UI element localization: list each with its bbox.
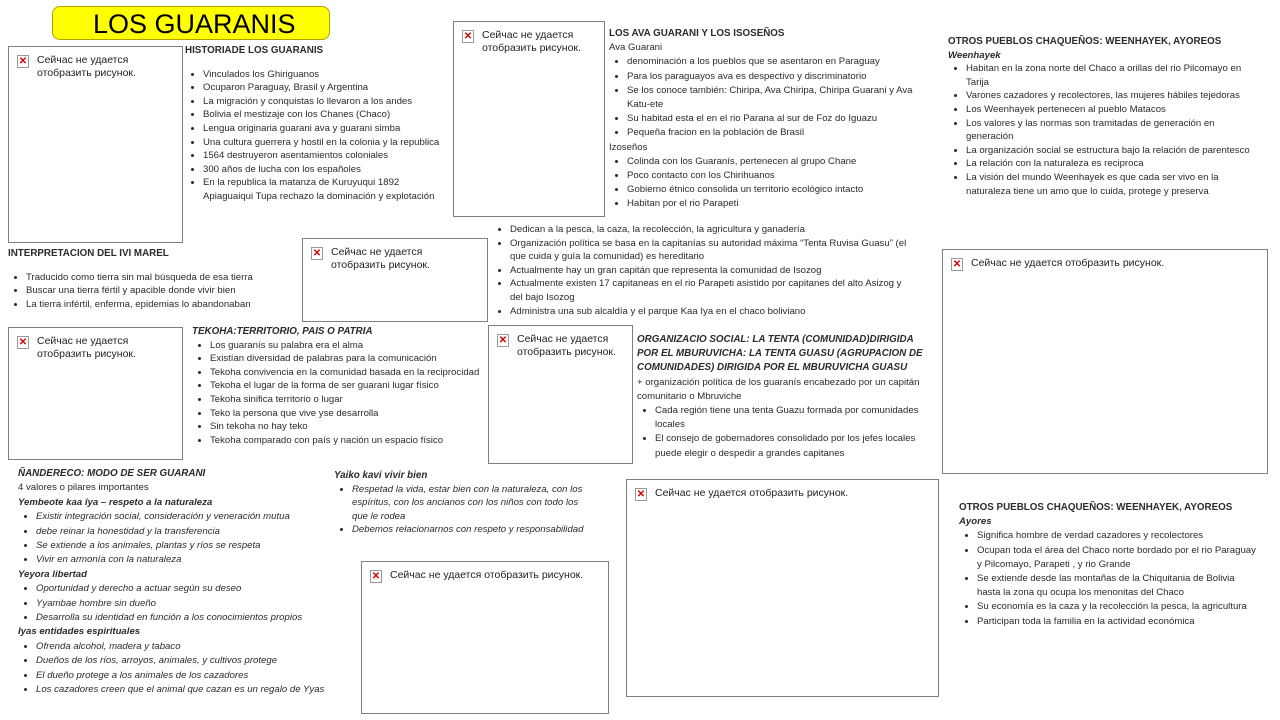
- weenhayek-heading: OTROS PUEBLOS CHAQUEÑOS: WEENHAYEK, AYOREOS: [948, 36, 1222, 47]
- tekoha-heading: TEKOHA:TERRITORIO, PAIS O PATRIA: [192, 326, 373, 337]
- image-placeholder-interpretacion: [302, 238, 488, 322]
- historia-list: [185, 68, 443, 204]
- dedican-section: [492, 223, 912, 318]
- list-item: • El consejo de gobernadores consolidado por los jefes locales puede elegir o despedir a grandes capitanes: [655, 432, 935, 460]
- list-item: • La organización social se estructura bajo la relación de parentesco: [966, 144, 1258, 158]
- broken-image-icon: ✕: [463, 31, 473, 42]
- list-item: • Se los conoce también: Chiripa, Ava Chiripa, Chiripa Guarani y Ava Katu-ete: [627, 84, 914, 112]
- weenhayek-section: [948, 35, 1258, 198]
- list-item: • Poco contacto con los Chirihuanos: [627, 169, 914, 183]
- image-placeholder-historia: [8, 46, 183, 243]
- list-item: • Desarrolla su identidad en función a los conocimientos propios: [36, 611, 363, 625]
- list-item: • En la republica la matanza de Kuruyuqui 1892 Apiaguaiqui Tupa rechazo la dominación y explotación: [203, 176, 443, 203]
- placeholder-message: Сейчас не удается: [37, 54, 129, 66]
- ayoreos-subheading: Ayores: [959, 516, 992, 528]
- broken-image-icon: ✕: [18, 337, 28, 348]
- nandereco-list-iyas: [18, 640, 363, 698]
- organizacion-list: [637, 404, 935, 461]
- broken-image-icon: ✕: [636, 489, 646, 500]
- image-placeholder-yaiko: [361, 561, 609, 714]
- ayoreos-heading: OTROS PUEBLOS CHAQUEÑOS: WEENHAYEK, AYOREOS: [959, 502, 1233, 513]
- list-item: • Tekoha sinifica territorio o lugar: [210, 393, 484, 407]
- list-item: • La migración y conquistas lo llevaron a los andes: [203, 95, 443, 109]
- list-item: • Respetad la vida, estar bien con la naturaleza, con los espíritus, con los ancianos con los niños con todo los que le rodea: [352, 483, 594, 524]
- weenhayek-subheading: Weenhayek: [948, 49, 1001, 61]
- placeholder-message: Сейчас не удается отобразить рисунок.: [971, 257, 1165, 269]
- tekoha-section: [192, 325, 484, 447]
- list-item: • Los guaranís su palabra era el alma: [210, 339, 484, 353]
- nandereco-subheading-iyas: Iyas entidades espirituales: [18, 626, 141, 638]
- list-item: • Los Weenhayek pertenecen al pueblo Matacos: [966, 103, 1258, 117]
- list-item: • Buscar una tierra fértil y apacible donde vivir bien: [26, 284, 300, 298]
- nandereco-subheading-respeto: Yembeote kaa îya – respeto a la naturaleza: [18, 496, 213, 508]
- list-item: • Ocuparon Paraguay, Brasil y Argentina: [203, 81, 443, 95]
- list-item: • Existían diversidad de palabras para la comunicación: [210, 352, 484, 366]
- broken-image-icon: ✕: [312, 248, 322, 259]
- placeholder-message: отобразить рисунок.: [482, 42, 581, 54]
- list-item: • Habitan en la zona norte del Chaco a orillas del rio Pilcomayo en Tarija: [966, 62, 1258, 89]
- list-item: • La visión del mundo Weenhayek es que cada ser vivo en la naturaleza tiene un amo que lo cuida, protege y preserva: [966, 171, 1258, 198]
- historia-heading: HISTORIADE LOS GUARANIS: [185, 45, 324, 56]
- list-item: • Para los paraguayos ava es despectivo y discriminatorio: [627, 70, 914, 84]
- page-title: LOS GUARANIS: [52, 6, 330, 40]
- list-item: • Los cazadores creen que el animal que cazan es un regalo de Yyas: [36, 683, 363, 697]
- weenhayek-list: [948, 62, 1258, 198]
- list-item: • Administra una sub alcaldía y el parque Kaa Iya en el chaco boliviano: [510, 305, 912, 319]
- nandereco-subheading-libertad: Yeyora libertad: [18, 568, 87, 580]
- list-item: • Tekoha convivencia en la comunidad basada en la reciprocidad: [210, 366, 484, 380]
- dedican-list: [492, 223, 912, 318]
- broken-image-icon: ✕: [18, 56, 28, 67]
- placeholder-message: отобразить рисунок.: [331, 259, 430, 271]
- yaiko-section: [334, 469, 594, 537]
- yaiko-list: [334, 483, 594, 537]
- image-placeholder-center: [626, 479, 939, 697]
- list-item: • Existir integración social, consideración y veneración mutua: [36, 510, 363, 524]
- image-placeholder-organizacion: [488, 325, 633, 464]
- list-item: • Se extiende a los animales, plantas y ríos se respeta: [36, 539, 363, 553]
- list-item: • Los valores y las normas son tramitadas de generación en generación: [966, 117, 1258, 144]
- list-item: • Actualmente hay un gran capitán que representa la comunidad de Isozog: [510, 264, 912, 278]
- ayoreos-section: [959, 501, 1259, 629]
- list-item: • Organización política se basa en la capitanías su autoridad máxima “Tenta Ruvisa Guasu” (el que cuida y guía la comunidad) es hereditario: [510, 237, 912, 264]
- list-item: • Vinculados los Ghiriguanos: [203, 68, 443, 82]
- placeholder-message: Сейчас не удается: [331, 246, 423, 258]
- izosenos-subheading: Izoseños: [609, 141, 648, 153]
- placeholder-message: Сейчас не удается: [37, 335, 129, 347]
- list-item: • Ofrenda alcohol, madera y tabaco: [36, 640, 363, 654]
- organizacion-intro: + organización política de los guaranís encabezado por un capitán comunitario o Mbruviche: [637, 376, 920, 402]
- list-item: • La tierra infértil, enferma, epidemias lo abandonaban: [26, 298, 300, 312]
- list-item: • Dueños de los ríos, arroyos, animales, y cultivos protege: [36, 654, 363, 668]
- ayoreos-list: [959, 529, 1259, 628]
- list-item: • Habitan por el rio Parapeti: [627, 197, 914, 211]
- tekoha-list: [192, 339, 484, 448]
- list-item: • debe reinar la honestidad y la transferencia: [36, 525, 363, 539]
- ava-subheading: Ava Guarani: [609, 42, 663, 54]
- ava-section: [609, 27, 914, 212]
- list-item: • Tekoha comparado con país y nación un espacio físico: [210, 434, 484, 448]
- image-placeholder-weenhayek: [942, 249, 1268, 474]
- placeholder-message: Сейчас не удается: [482, 29, 574, 41]
- ava-heading: LOS AVA GUARANI Y LOS ISOSEÑOS: [609, 28, 785, 39]
- interpretacion-list: [8, 271, 300, 312]
- image-placeholder-ava: [453, 21, 605, 217]
- list-item: • Actualmente existen 17 capitaneas en el rio Parapeti asistido por capitanes del alto Asizog y del bajo Isozog: [510, 277, 912, 304]
- ava-list: [609, 55, 914, 140]
- list-item: • Gobierno étnico consolida un territorio ecológico intacto: [627, 183, 914, 197]
- list-item: • El dueño protege a los animales de los cazadores: [36, 669, 363, 683]
- list-item: • Teko la persona que vive yse desarrolla: [210, 407, 484, 421]
- list-item: • Se extiende desde las montañas de la Chiquitania de Bolivia hasta la zona qu ocupa los menonitas del Chaco: [977, 572, 1259, 600]
- placeholder-message: отобразить рисунок.: [37, 348, 136, 360]
- list-item: • Debemos relacionarnos con respeto y responsabilidad: [352, 523, 594, 537]
- nandereco-list-respeto: [18, 510, 363, 568]
- list-item: • Dedican a la pesca, la caza, la recolección, la agricultura y ganadería: [510, 223, 912, 237]
- nandereco-intro: 4 valores o pilares importantes: [18, 482, 149, 494]
- interpretacion-section: [8, 247, 300, 311]
- placeholder-message: Сейчас не удается: [517, 333, 609, 345]
- placeholder-message: отобразить рисунок.: [517, 346, 616, 358]
- organizacion-heading: ORGANIZACIO SOCIAL: LA TENTA (COMUNIDAD)DIRIGIDA POR EL MBURUVICHA: LA TENTA GUASU (AGRUPACION DE COMUNIDADES) DIRIGIDA POR EL MBURUVICHA GUASU: [637, 334, 923, 374]
- nandereco-heading: ÑANDERECO: MODO DE SER GUARANI: [18, 468, 206, 479]
- historia-section: [185, 44, 443, 204]
- list-item: • denominación a los pueblos que se asentaron en Paraguay: [627, 55, 914, 69]
- nandereco-list-libertad: [18, 582, 363, 625]
- list-item: • Traducido como tierra sin mal búsqueda de esa tierra: [26, 271, 300, 285]
- list-item: • Cada región tiene una tenta Guazu formada por comunidades locales: [655, 404, 935, 432]
- list-item: • Su habitad esta el en el rio Parana al sur de Foz do Iguazu: [627, 112, 914, 126]
- list-item: • Bolivia el mestizaje con los Chanes (Chaco): [203, 108, 443, 122]
- list-item: • Oportunidad y derecho a actuar según su deseo: [36, 582, 363, 596]
- list-item: • Yyambae hombre sin dueño: [36, 597, 363, 611]
- image-placeholder-tekoha: [8, 327, 183, 460]
- list-item: • Colinda con los Guaranís, pertenecen al grupo Chane: [627, 155, 914, 169]
- list-item: • Una cultura guerrera y hostil en la colonia y la republica: [203, 136, 443, 150]
- broken-image-icon: ✕: [498, 335, 508, 346]
- list-item: • Ocupan toda el área del Chaco norte bordado por el rio Paraguay y Pilcomayo, Parapeti , y rio Grande: [977, 544, 1259, 572]
- list-item: • Vivir en armonía con la naturaleza: [36, 553, 363, 567]
- list-item: • 300 años de lucha con los españoles: [203, 163, 443, 177]
- list-item: • Participan toda la familia en la actividad económica: [977, 615, 1259, 629]
- list-item: • Pequeña fracion en la población de Brasil: [627, 126, 914, 140]
- nandereco-section: [18, 467, 363, 698]
- placeholder-message: Сейчас не удается отобразить рисунок.: [390, 569, 584, 581]
- list-item: • 1564 destruyeron asentamientos coloniales: [203, 149, 443, 163]
- organizacion-section: [637, 333, 935, 461]
- broken-image-icon: ✕: [952, 259, 962, 270]
- list-item: • Sin tekoha no hay teko: [210, 420, 484, 434]
- list-item: • La relación con la naturaleza es reciproca: [966, 157, 1258, 171]
- list-item: • Su economía es la caza y la recolección la pesca, la agricultura: [977, 600, 1259, 614]
- broken-image-icon: ✕: [371, 571, 381, 582]
- yaiko-heading: Yaiko kavi vivir bien: [334, 470, 428, 481]
- placeholder-message: отобразить рисунок.: [37, 67, 136, 79]
- list-item: • Tekoha el lugar de la forma de ser guarani lugar físico: [210, 379, 484, 393]
- izosenos-list: [609, 155, 914, 212]
- list-item: • Varones cazadores y recolectores, las mujeres hábiles tejedoras: [966, 89, 1258, 103]
- interpretacion-heading: INTERPRETACION DEL IVI MAREL: [8, 248, 169, 259]
- list-item: • Significa hombre de verdad cazadores y recolectores: [977, 529, 1259, 543]
- placeholder-message: Сейчас не удается отобразить рисунок.: [655, 487, 849, 499]
- list-item: • Lengua originaria guarani ava y guarani simba: [203, 122, 443, 136]
